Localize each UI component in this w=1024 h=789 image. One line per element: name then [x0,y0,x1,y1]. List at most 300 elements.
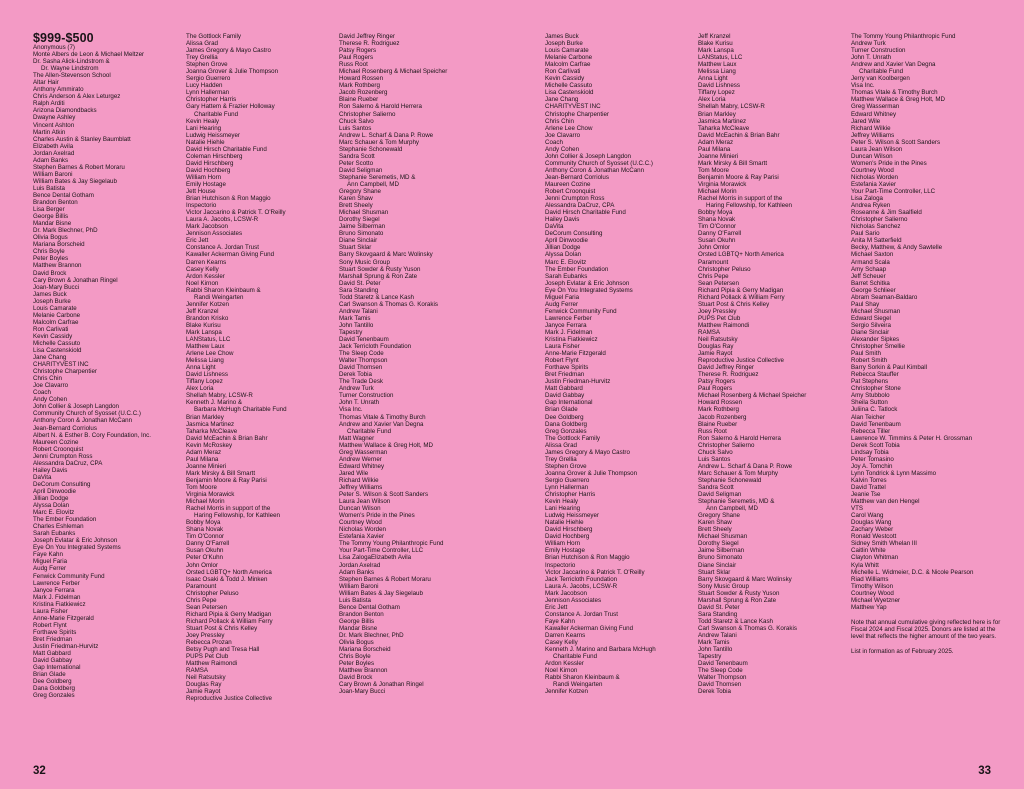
donor-name: Women's Pride in the Pines [851,159,927,167]
donor-name: Faye Kahn [33,551,63,559]
donor-name: Albert N. & Esther B. Cory Foundation, Inc. [33,431,151,439]
donor-name: Matthew van den Hengel [851,498,920,506]
donor-name: Virginia Morawick [698,180,747,188]
donor-name: Richard Pipia & Gerry Madigan [186,610,272,618]
donor-name: Michael Shusman [339,209,389,217]
donor-name: Matthew Wallace & Greg Holt, MD [339,441,433,449]
donor-name: Duncan Wilson [339,505,381,513]
donor-name: David Seligman [339,166,383,174]
donor-name: Jamie Rayot [698,350,733,358]
donor-name: Stuart Sklar [339,244,372,252]
donor-name: Chris Pepe [698,272,729,280]
donor-name: John Tantillo [339,321,374,329]
donor-column-3 [339,33,499,695]
donor-name: Richard Wilkie [851,124,891,132]
donor-name: Sean Petersen [186,603,227,611]
donor-name: William Bates & Jay Siegelaub [33,177,117,185]
donor-name: Emily Hostage [186,180,226,188]
donor-name: Charitable Fund [194,110,239,118]
donor-name: Paul Shay [851,300,880,308]
donor-name: Jared Wile [339,469,369,477]
donor-name: Haring Fellowship, for Kathleen [194,512,280,520]
donor-name: Stephen Barnes & Robert Moraru [33,163,125,171]
donor-name: Robert Smith [851,357,888,365]
donor-name: Derek Tobia [339,371,372,379]
donor-name: Jillian Dodge [545,244,581,252]
donor-name: Brian Markley [698,110,736,118]
donor-name: Christopher Smellie [851,343,905,351]
donor-name: Bobby Moya [698,209,733,217]
donor-name: Darren Kearns [545,631,586,639]
donor-name: Trey Grellia [186,54,218,62]
donor-name: Tom Moore [186,484,217,491]
donor-name: Fenwick Community Fund [545,307,617,315]
donor-name: David Tenenbaum [698,660,748,668]
donor-name: John T. Unrath [851,54,892,62]
donor-name: Tiffany Lopez [186,378,223,386]
donor-name: Brian Markley [186,413,224,421]
donor-name: Jeffrey Williams [339,484,383,491]
donor-name: Edward Whitney [851,110,897,118]
donor-name: Alex Loria [698,96,726,104]
donor-name: Ann Campbell, MD [347,180,399,188]
donor-name: Nicholas Worden [339,526,387,534]
donor-name: Alessandra DaCruz, CPA [545,202,615,210]
donor-name: Bruno Simonato [698,554,743,562]
donor-column-1 [33,44,193,699]
donor-name: Louis Camarate [545,47,589,55]
donor-name: Jane Chang [545,96,579,104]
donor-column-6 [851,33,1011,655]
donor-name: Orsted LGBTQ+ North America [698,251,784,259]
donor-name: Anthony Coron & Jonathan McCann [545,166,645,174]
donor-name: Shana Novak [698,216,736,224]
donor-name: Lisa Zaloga [851,195,883,203]
donor-name: Sandra Scott [698,484,734,491]
donor-name: Greg Gonzales [33,692,75,700]
donor-name: Chris Chin [33,375,62,383]
donor-name: Chuck Salvo [698,448,733,456]
donor-name: Joan-Mary Bucci [33,283,80,291]
donor-name: Kawaller Ackerman Giving Fund [545,624,634,632]
donor-name: Todd Staretz & Lance Kash [339,293,414,301]
donor-name: The Trade Desk [339,378,384,386]
donor-name: David Hirsch Charitable Fund [545,209,626,217]
donor-name: Lani Hearing [545,505,581,513]
donor-name: Marc Schauer & Tom Murphy [339,138,420,146]
donor-name: Noel Kirnon [545,667,578,675]
donor-name: Christopher Harris [545,491,596,499]
donor-name: Vincent Ashton [33,121,75,129]
donor-name: Joey Pressley [698,307,737,315]
donor-name: Inspectorio [545,561,576,569]
donor-name: Joey Pressley [186,631,225,639]
giving-note: Note that annual cumulative giving reflected here is for Fiscal 2024 and Fiscal 2025. Donors are listed at the level that reflects the higher amount of the two years. [851,618,1001,641]
donor-name: Anonymous (7) [33,44,75,51]
donor-name: Nicholas Worden [851,173,899,181]
donor-name: Pat Stephens [851,378,889,386]
donor-name: Alan Teicher [851,413,885,421]
donor-name: David Tenenbaum [851,420,901,428]
donor-name: Martin Atkin [33,128,66,136]
donor-name: LANStatus, LLC [698,54,743,62]
donor-name: David Thomsen [339,364,383,372]
donor-name: Matthew Raimondi [186,660,238,668]
donor-name: Charles Eshleman [33,523,84,531]
donor-name: Coach [33,389,51,397]
donor-name: The Tommy Young Philanthropic Fund [851,33,956,40]
donor-name: Walter Thompson [698,674,747,682]
donor-name: Mark Mirsky & Bill Smartt [698,159,768,167]
donor-name: Lynn Tondrick & Lynn Massimo [851,469,937,477]
donor-name: John Collier & Joseph Langdon [33,403,119,411]
donor-name: Chuck Salvo [339,117,374,125]
donor-name: Mark Tamis [698,639,730,647]
donor-name: Stephen Barnes & Robert Moraru [339,575,431,583]
donor-name: Altar Hair [33,79,59,87]
donor-name: Christopher Harris [186,96,237,104]
donor-name: Adam Meraz [186,448,222,456]
donor-name: Emily Hostage [545,547,585,555]
donor-name: Lisa ZalogaElizabeth Avila [339,554,412,562]
donor-name: Reproductive Justice Collective [186,695,272,703]
donor-name: Charitable Fund [553,653,598,661]
donor-name: Neil Ratsutsky [698,336,738,344]
donor-name: Eye On You Integrated Systems [545,286,633,294]
donor-name: Sandra Scott [339,152,375,160]
donor-name: CHARITYVEST INC [33,361,89,369]
donor-name: Trey Grellia [545,455,577,463]
donor-name: Michael Rosenberg & Michael Speicher [339,68,448,76]
donor-name: Paul Milana [186,455,219,463]
donor-name: Alyssa Dolan [545,251,582,259]
donor-name: Charitable Fund [859,68,904,76]
donor-name: CHARITYVEST INC [545,103,601,111]
donor-name: Kevin Cassidy [545,75,585,83]
donor-name: Barry Sorkin & Paul Kimball [851,364,927,372]
donor-name: Lawrence Ferber [33,579,80,587]
donor-name: Edward Whitney [339,462,385,470]
donor-name: Stephanie Seremetis, MD & [698,498,775,506]
donor-name: Marc Schauer & Tom Murphy [698,469,779,477]
donor-name: Charitable Fund [347,427,392,435]
donor-name: Tapestry [339,328,363,336]
donor-name: Michael Saxton [851,251,894,259]
donor-name: Sidney Smith Whelan III [851,540,918,548]
donor-name: Ron Carlivati [33,325,69,333]
donor-name: Hailey Davis [545,216,580,224]
donor-name: Paul Sario [851,230,880,238]
donor-name: Andrea Ryken [851,202,891,210]
donor-name: Lisa Berger [33,206,65,214]
donor-name: Greg Gonzales [545,427,587,435]
donor-name: LANStatus, LLC [186,336,231,344]
donor-name: Matthew Wallace & Greg Holt, MD [851,96,945,104]
donor-name: David Lishness [698,82,740,90]
donor-name: Olivia Bogus [339,639,374,647]
donor-name: Kalvin Torres [851,476,887,484]
donor-name: Howard Rossen [698,399,743,407]
donor-name: Sarah Eubanks [33,530,76,538]
donor-name: Marc E. Elovitz [33,509,75,517]
donor-name: Jenni Crumpton Ross [33,452,93,460]
donor-name: Luis Santos [698,455,731,463]
donor-name: Jaime Silberman [339,223,386,231]
donor-name: Blake Kurisu [698,40,733,48]
donor-name: Andrew L. Scharf & Dana P. Rowe [698,462,793,470]
donor-name: David Gabbay [545,392,585,400]
donor-name: Andrew Talani [339,307,378,315]
donor-name: Cary Brown & Jonathan Ringel [339,681,424,689]
donor-name: Stephanie Schonewald [698,476,762,484]
donor-name: Michelle Cassuto [545,82,593,90]
donor-name: Douglas Ray [186,681,222,689]
donor-name: Amy Schaap [851,265,887,273]
donor-name: The Ember Foundation [545,265,609,273]
donor-name: Ron Salerno & Harold Herrera [698,434,781,442]
donor-name: Mandar Bisne [33,220,72,228]
donor-name: Mark Jacobson [545,589,587,597]
donor-name: George Billis [33,213,69,221]
donor-name: Karen Shaw [339,195,373,203]
donor-name: Maureen Cozine [545,180,591,188]
donor-name: Joseph Burke [33,297,71,305]
donor-name: William Horn [545,540,581,548]
donor-name: Eric Jett [545,603,568,611]
donor-name: Mark J. Fidelman [545,328,593,336]
donor-name: Melissa Liang [698,68,736,76]
donor-name: RAMSA [698,328,721,336]
donor-name: Patsy Rogers [698,378,736,386]
donor-name: Arizona Diamondbacks [33,107,97,115]
donor-name: Peter Tomasino [851,455,894,463]
donor-name: Mark Mirsky & Bill Smartt [186,469,256,477]
donor-name: Darren Kearns [186,258,227,266]
donor-name: Brandon Krisko [186,314,229,322]
donor-name: Richard Pipia & Gerry Madigan [698,286,784,294]
donor-name: Natalie Hiehle [545,519,584,527]
donor-name: Hailey Davis [33,466,68,474]
donor-name: Inspectorio [186,202,217,210]
donor-name: Rebecca Tiller [851,427,891,435]
donor-name: Victor Jaccarino & Patrick T. O'Reilly [545,568,645,576]
donor-name: DeCorum Consulting [545,230,603,238]
donor-name: Marshall Sprung & Ron Zate [698,596,777,604]
donor-name: Jared Wile [851,117,881,125]
donor-name: Andy Cohen [33,396,68,404]
donor-name: Haring Fellowship, for Kathleen [706,202,792,210]
donor-name: Riad Williams [851,575,889,583]
donor-name: Matthew Laux [698,61,737,69]
donor-name: Olivia Bogus [33,234,68,242]
donor-name: Chris Boyle [33,248,65,256]
donor-name: Brandon Benton [33,199,78,207]
donor-name: Adam Banks [33,156,69,164]
donor-name: Melissa Liang [186,357,224,365]
donor-name: David Hochberg [186,166,231,174]
donor-name: Kevin Cassidy [33,332,73,340]
donor-name: Brian Glade [545,406,578,414]
donor-name: Miguel Faria [33,558,68,566]
donor-name: David Jeffrey Ringer [698,364,754,372]
donor-name: Rabbi Sharon Kleinbaum & [545,674,620,682]
donor-name: Alyssa Dolan [33,502,70,510]
donor-name: Eye On You Integrated Systems [33,544,121,552]
donor-name: Danny O'Farrell [186,540,230,548]
donor-name: Charles Austin & Stanley Baumblatt [33,135,131,143]
donor-name: Neil Ratsutsky [186,674,226,682]
donor-name: Jennison Associates [186,230,243,238]
donor-name: Blaine Rueber [339,96,379,104]
donor-name: Your Part-Time Controller, LLC [851,188,936,196]
donor-name: Andrew and Xavier Van Degna [339,420,424,428]
donor-name: Jaime Silberman [698,547,745,555]
donor-name: Lawrence W. Timmins & Peter H. Grossman [851,434,973,442]
donor-name: Jennison Associates [545,596,602,604]
donor-name: Mark Jacobson [186,223,228,231]
donor-name: Joanna Grover & Julie Thompson [545,469,638,477]
donor-column-4 [545,33,705,695]
donor-name: Janyce Ferrara [545,321,587,329]
donor-name: Sara Standing [339,286,379,294]
donor-name: Shellah Mabry, LCSW-R [698,103,765,111]
donor-name: Benjamin Moore & Ray Parisi [186,476,267,484]
donor-name: April Dinwoodie [33,487,76,495]
donor-name: Laura A. Jacobs, LCSW-R [186,216,259,224]
donor-name: Sony Music Group [339,258,390,266]
donor-name: Andrew Turk [851,40,886,48]
donor-name: Joanne Minieri [186,462,227,470]
donor-name: James Buck [545,33,579,40]
section-heading: $999-$500 [33,31,94,45]
donor-name: Bret Friedman [545,371,585,379]
donor-name: Ron Carlivati [545,68,581,76]
donor-name: Bret Friedman [33,635,73,643]
page-number-right: 33 [978,765,991,777]
donor-name: Todd Staretz & Lance Kash [698,617,773,625]
donor-name: Women's Pride in the Pines [339,512,415,520]
donor-name: The Sleep Code [698,667,743,675]
donor-name: Orsted LGBTQ+ North America [186,568,272,576]
donor-name: Noel Kirnon [186,279,219,287]
donor-name: Jeffrey Williams [851,131,895,139]
donor-name: Constance A. Jordan Trust [545,610,618,618]
donor-name: Kristina Fiatkiewicz [545,336,598,344]
donor-name: Peter Boyles [33,255,69,263]
donor-name: Alissa Grad [545,441,577,449]
donor-name: William Horn [186,173,222,181]
donor-name: Dr. Sasha Alick-Lindstrom & [33,58,110,66]
donor-name: Nicholas Sanchez [851,223,901,231]
page-number-left: 32 [33,765,46,777]
donor-name: Duncan Wilson [851,152,893,160]
donor-name: Chris Anderson & Alex Leturgez [33,93,121,101]
donor-name: Gap International [33,664,81,672]
donor-name: Derek Tobia [698,688,731,696]
donor-name: Chris Chin [545,117,574,125]
donor-name: Visa Inc. [339,406,363,414]
donor-name: The Gottlock Family [545,434,601,442]
donor-name: Gregory Shane [339,188,381,196]
donor-name: Christophe Charpentier [545,110,609,118]
list-date-note: List in formation as of February 2025. [851,648,954,656]
donor-name: Walter Thompson [339,357,388,365]
donor-name: Courtney Wood [339,519,382,527]
donor-column-2 [186,33,346,702]
donor-name: Joanna Grover & Julie Thompson [186,68,279,76]
donor-name: Rachel Morris in support of the [186,505,271,513]
donor-name: David St. Peter [698,603,740,611]
donor-name: Virginia Morawick [186,491,235,499]
donor-name: Shana Novak [186,526,224,534]
donor-name: Marshall Sprung & Ron Zate [339,272,418,280]
donor-name: Peter O'Kuhn [186,554,223,562]
donor-name: Diane Sinclair [339,237,378,245]
donor-name: George Schlieer [851,286,896,294]
donor-name: Faye Kahn [545,617,575,625]
donor-name: Jasmica Martinez [698,117,747,125]
donor-name: Michelle L. Widmeier, D.C. & Nicole Pearson [851,568,974,576]
donor-name: Barbara McHugh Charitable Fund [194,406,287,414]
donor-name: PUPS Pet Club [698,314,741,322]
donor-name: Joseph Burke [545,40,583,48]
donor-name: Estefania Xavier [339,533,385,541]
donor-name: Laura Jean Wilson [339,498,391,506]
donor-name: Lawrence Ferber [545,314,592,322]
donor-name: RAMSA [186,667,209,675]
donor-name: Forthave Spirits [545,364,589,372]
donor-name: Ardon Kessler [545,660,584,668]
donor-name: Melanie Carbone [545,54,593,62]
donor-name: VTS [851,505,864,513]
donor-name: DaVita [33,473,52,481]
donor-name: Peter Boyles [339,660,375,668]
donor-name: DaVita [545,223,564,231]
donor-name: Matt Gabbard [33,650,71,658]
donor-name: Brian Hutchison & Ron Maggio [186,195,271,203]
donor-name: Taharka McCleave [186,427,238,435]
donor-name: Sergio Guerrero [186,75,231,83]
donor-name: Isaac Osaki & Todd J. Minken [186,575,268,583]
donor-name: Mariana Borscheid [339,646,391,654]
donor-name: Randi Weingarten [553,681,603,689]
donor-name: Peter Scotto [339,159,374,167]
donor-name: Taharka McCleave [698,124,750,132]
donor-name: Robert Croonquist [545,188,596,196]
donor-name: Dana Goldberg [33,685,75,693]
donor-name: Anna Light [186,364,216,372]
donor-name: Joe Clavarro [545,131,581,139]
donor-name: Andy Cohen [545,145,580,153]
donor-name: Laura Jean Wilson [851,145,903,153]
donor-name: Richard Pollack & William Ferry [698,293,785,301]
donor-name: Mariana Borscheid [33,241,85,249]
donor-name: Matt Gabbard [545,385,583,393]
donor-name: PUPS Pet Club [186,653,229,661]
donor-name: Douglas Wang [851,519,892,527]
donor-name: Janyce Ferrara [33,586,75,594]
donor-name: Community Church of Syosset (U.C.C.) [33,410,141,418]
donor-name: Luis Batista [33,184,65,192]
donor-name: Dee Goldberg [33,678,72,686]
donor-name: Christopher Peluso [698,265,751,273]
donor-name: Jacob Rozenberg [698,413,747,421]
donor-name: Joy A. Tomchin [851,462,893,470]
donor-name: George Billis [339,617,375,625]
donor-name: Jerry van Koolbergen [851,75,910,83]
donor-name: William Baroni [33,170,73,178]
donor-name: Ron Salerno & Harold Herrera [339,103,422,111]
